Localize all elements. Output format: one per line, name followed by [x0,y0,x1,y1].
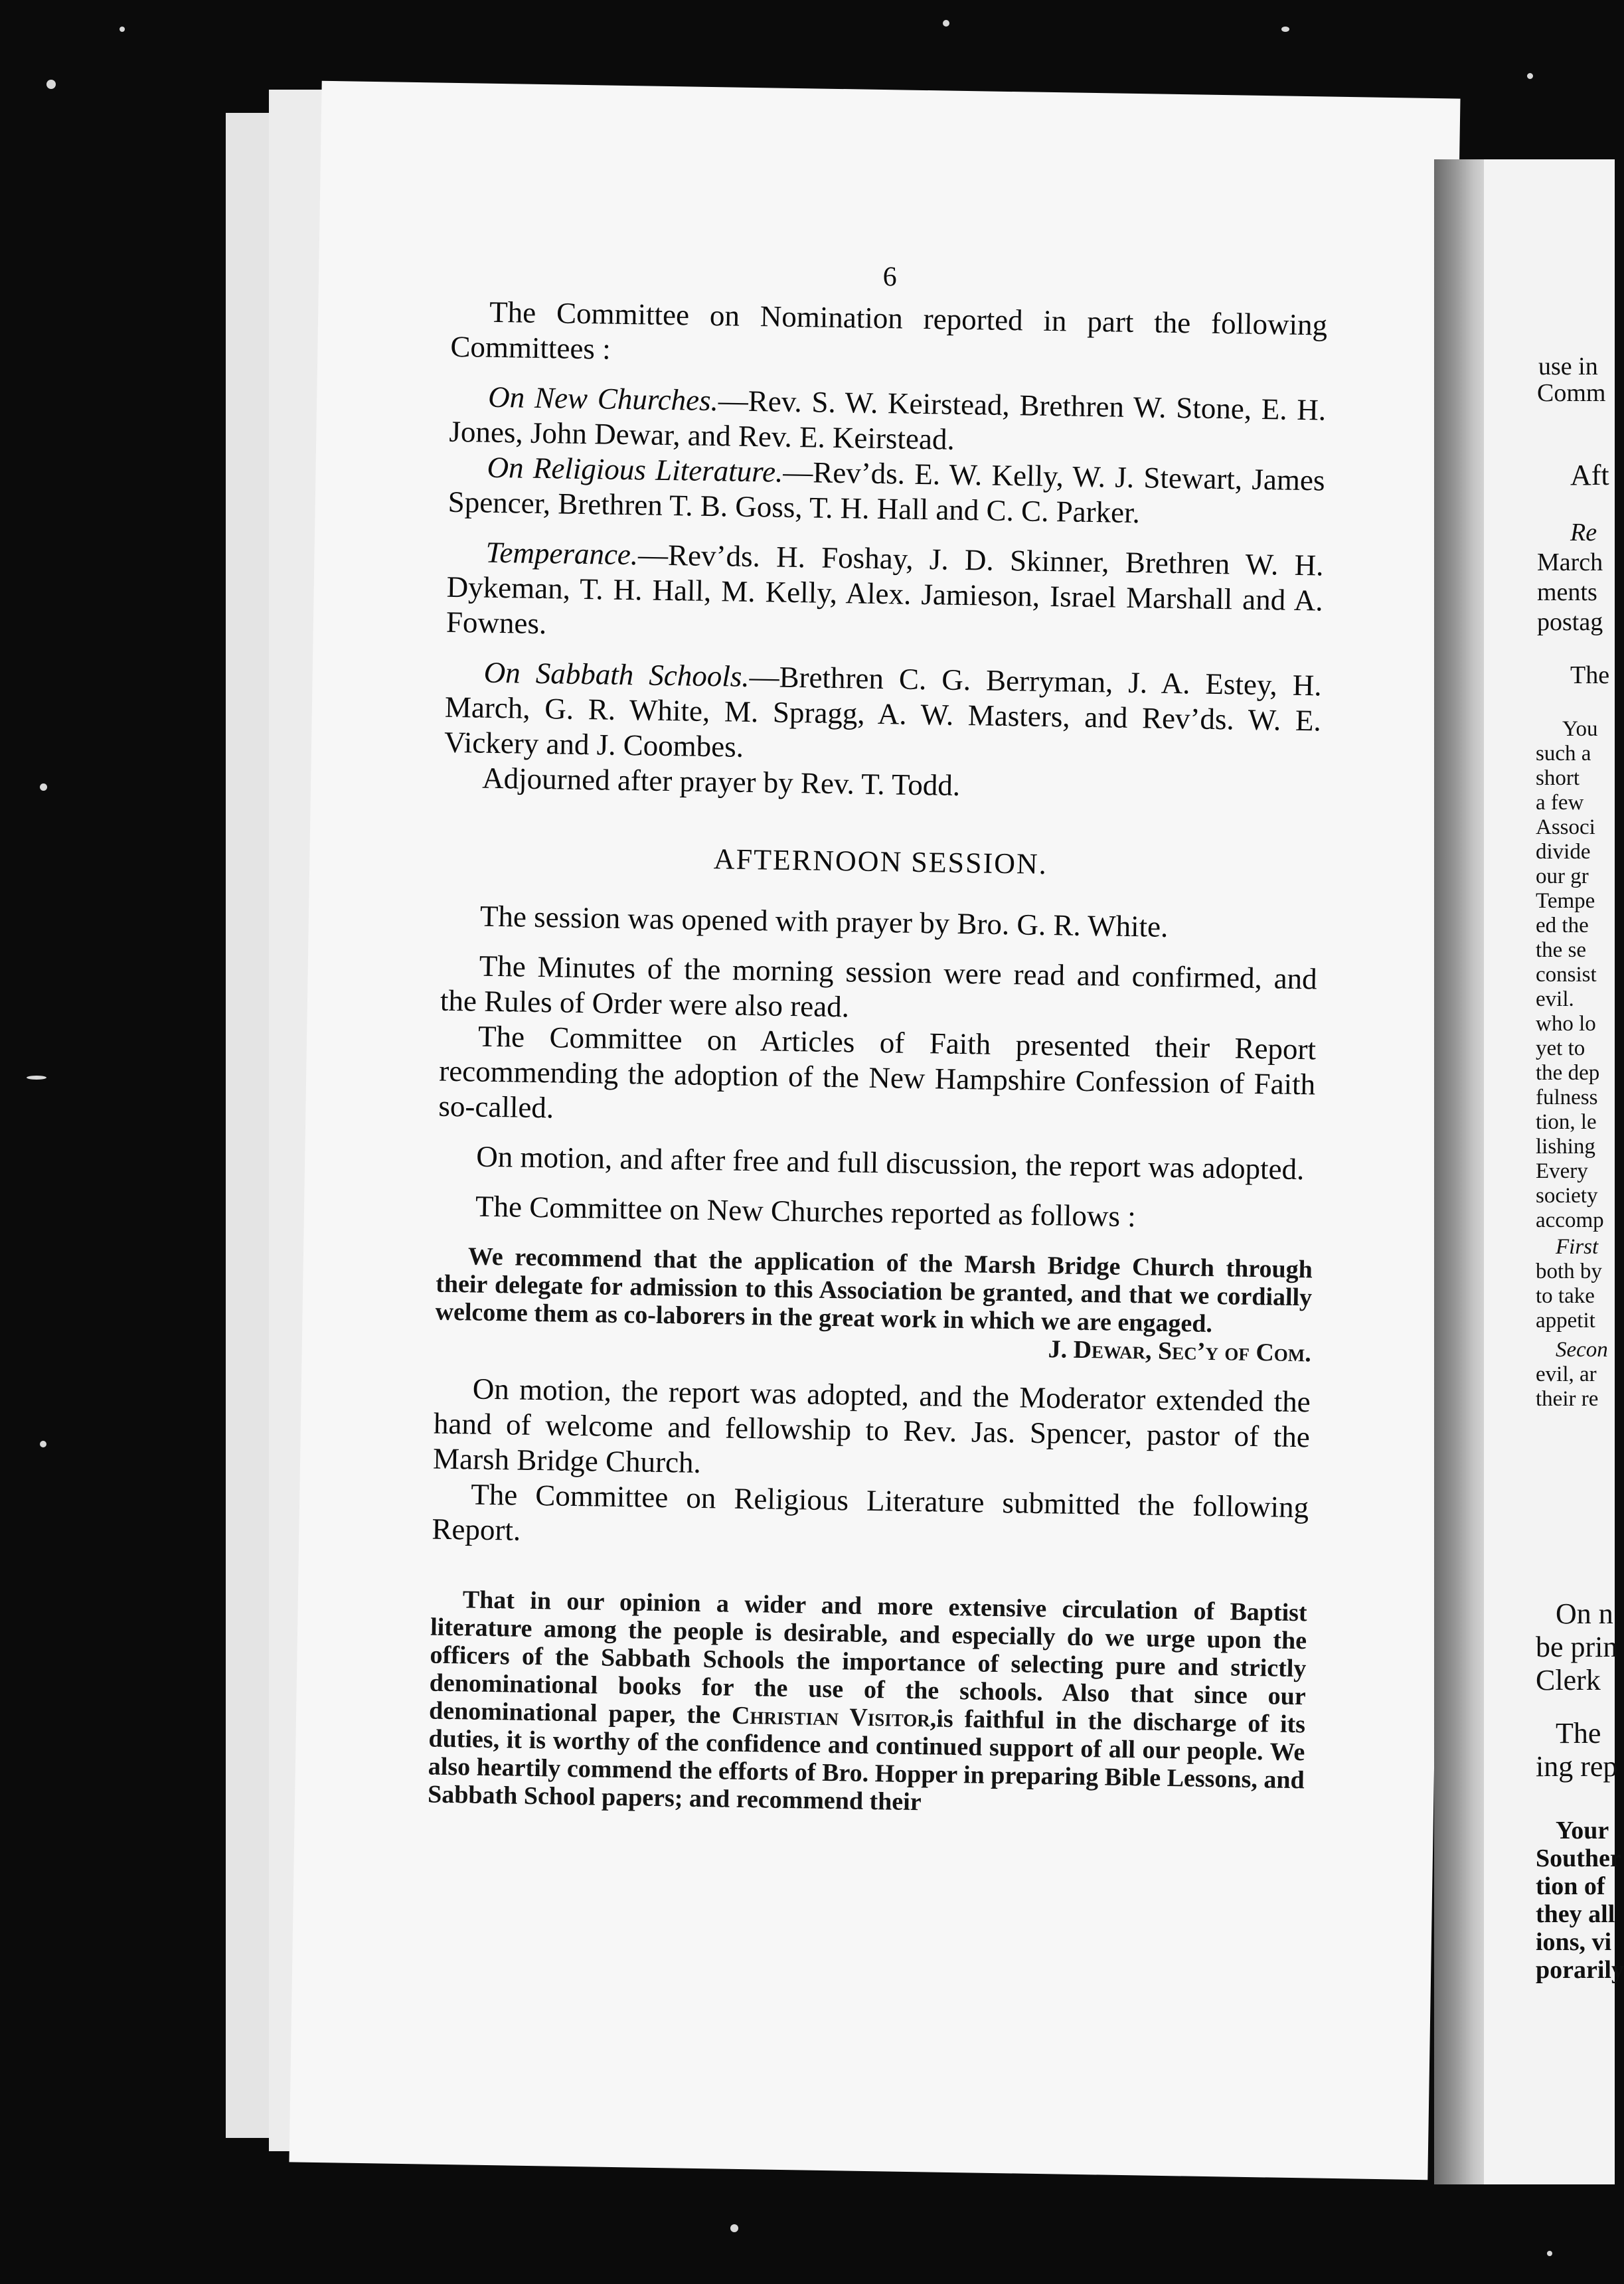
fragment-line: both by [1536,1260,1602,1283]
fragment-line: On n [1556,1597,1613,1630]
adjourned-paragraph: Adjourned after prayer by Rev. T. Todd. [481,761,961,802]
committee-title: On Sabbath Schools. [483,655,750,693]
right-page-fragment [1484,159,1624,2184]
fragment-line: tion of [1536,1872,1605,1900]
literature-report [428,1586,1307,1823]
nomination-paragraph: The Committee on Nomination reported in part the following Committees : [450,295,1328,366]
fragment-line: postag [1537,608,1603,636]
new-churches-intro-paragraph: The Committee on New Churches reported as follows : [475,1189,1137,1234]
fragment-line: they all [1536,1900,1615,1928]
fragment-line: The [1570,661,1610,689]
fragment-line: be prin [1536,1631,1618,1663]
fragment-line: evil. [1536,987,1574,1011]
fragment-line: evil, ar [1536,1362,1597,1386]
fragment-line: You [1562,717,1598,741]
speck [1527,73,1533,79]
literature-report-text-1: That in our opinion a wider and more extensive circulation of Baptist literature among the people is desirable, and especially do we urge upon the officers of the Sabbath Schools the importance of selecting pure and strictly denominational books for the use of the schools. Also that since our denominational paper, the [428,1586,1307,1730]
fragment-line: Every [1536,1159,1588,1183]
fragment-line: The [1556,1717,1601,1750]
report-signature: J. Dewar, Sec’y of Com. [1048,1335,1312,1368]
new-churches-report-text: We recommend that the application of the Marsh Bridge Church through their delegate for admission to this Association be granted, and that we cordially welcome them as co-laborers in the great work in which we are engaged. [435,1242,1313,1339]
minutes-paragraph: The Minutes of the morning session were read and confirmed, and the Rules of Order were also read. [440,949,1318,1024]
committee-members: —Rev’ds. H. Foshay, J. D. Skinner, Brethren W. H. Dykeman, T. H. Hall, M. Kelly, Alex. Jamieson, Israel Marshall and A. Fownes. [446,538,1324,641]
articles-of-faith-paragraph: The Committee on Articles of Faith presented their Report recommending the adoption of the New Hampshire Confession of Faith so-called. [438,1019,1317,1125]
afternoon-session-heading: AFTERNOON SESSION. [713,843,1048,881]
speck [120,27,125,32]
fragment-line: appetit [1536,1309,1595,1333]
speck [27,1076,46,1080]
committee-new-churches [449,379,1327,463]
fragment-line: Clerk [1536,1664,1601,1696]
page-number: 6 [882,262,898,293]
committee-members: —Brethren C. G. Berryman, J. A. Estey, H. March, G. R. White, M. Spragg, A. W. Masters, and Rev’ds. W. E. Vickery and J. Coombes. [444,659,1322,764]
fragment-line: a few [1536,791,1584,815]
fragment-line: the dep [1536,1061,1600,1085]
fragment-line: lishing [1536,1135,1595,1159]
speck [1547,2251,1552,2256]
fragment-line: ions, vi [1536,1928,1612,1956]
fragment-line: Your [1556,1817,1609,1844]
left-page [289,81,1460,2180]
fragment-line: society [1536,1184,1598,1208]
speck [730,2224,738,2232]
fragment-line: ments [1537,578,1597,606]
fragment-line: porarily [1536,1956,1624,1984]
committee-title: Temperance. [485,535,639,572]
paper-name: Christian Visitor, [731,1701,937,1733]
fragment-line: ing rep [1536,1750,1618,1783]
fragment-line: use in [1538,353,1598,380]
fragment-line: Souther [1536,1844,1621,1872]
fragment-line: our gr [1536,864,1589,888]
speck [40,1441,46,1447]
fragment-line: Comm [1537,379,1606,407]
committee-title: On New Churches. [487,380,719,418]
fragment-line: such a [1536,742,1591,766]
new-churches-report [435,1242,1313,1368]
fellowship-paragraph: On motion, the report was adopted, and the Moderator extended the hand of welcome and fellowship to Rev. Jas. Spencer, pastor of the Marsh Bridge Church. [432,1372,1311,1479]
book-gutter [1434,159,1491,2184]
fragment-line: their re [1536,1387,1599,1411]
literature-report-text-2: is faithful in the discharge of its duties, it is worthy of the confidence and continued support of all our people. We also heartily commend the efforts of Bro. Hopper in preparing Bible Lessons, and Sabbath School papers; and recommend their [427,1704,1306,1817]
fragment-line: consist [1536,963,1597,987]
fragment-line: tion, le [1536,1110,1597,1134]
committee-members: —Rev. S. W. Keirstead, Brethren W. Stone, E. H. Jones, John Dewar, and Rev. E. Keirstead. [449,384,1327,456]
fragment-line: Secon [1556,1338,1608,1362]
speck [46,80,56,89]
fragment-line: Aft [1570,459,1609,491]
committee-members: —Rev’ds. E. W. Kelly, W. J. Stewart, James Spencer, Brethren T. B. Goss, T. H. Hall and C. C. Parker. [447,455,1325,530]
committee-religious-literature [447,449,1325,534]
fragment-line: to take [1536,1284,1595,1308]
literature-intro-paragraph: The Committee on Religious Literature submitted the following Report. [432,1477,1309,1547]
speck [40,783,47,791]
fragment-line: Re [1570,519,1597,546]
fragment-line: the se [1536,938,1587,962]
fragment-line: accomp [1536,1208,1604,1232]
page-content [427,254,1328,1839]
fragment-line: yet to [1536,1036,1585,1060]
fragment-line: First [1556,1235,1599,1259]
committee-temperance [446,534,1324,654]
report-adopted-paragraph: On motion, and after free and full discussion, the report was adopted. [475,1139,1305,1186]
fragment-line: who lo [1536,1012,1596,1036]
speck [943,20,949,27]
committee-sabbath-schools [444,655,1322,774]
fragment-line: short [1536,766,1580,790]
fragment-line: ed the [1536,914,1589,938]
fragment-line: March [1537,548,1603,576]
fragment-line: Tempe [1536,889,1595,913]
committee-title: On Religious Literature. [487,450,783,489]
fragment-line: divide [1536,840,1591,864]
fragment-line: fulness [1536,1086,1598,1109]
speck [1281,27,1289,32]
session-opened-paragraph: The session was opened with prayer by Bro. G. R. White. [479,899,1169,943]
fragment-line: Associ [1536,815,1595,839]
